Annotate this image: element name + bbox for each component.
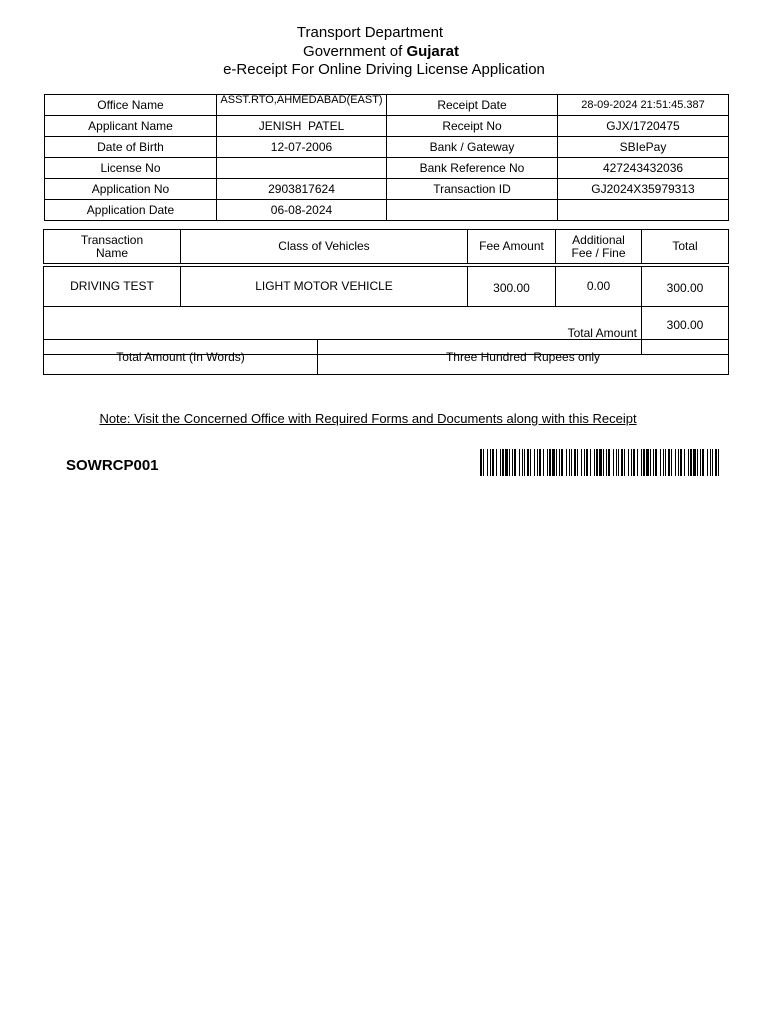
barcode-bar: [718, 449, 719, 476]
transaction-id-value: GJ2024X35979313: [558, 179, 729, 200]
barcode-bar: [534, 449, 535, 476]
bank-ref-value: 427243432036: [558, 158, 729, 179]
amount-in-words-label: Total Amount (In Words): [44, 340, 318, 375]
barcode-bar: [628, 449, 629, 476]
row-fee-amount: 300.00: [468, 267, 556, 307]
barcode-bar: [547, 449, 548, 476]
barcode-bar: [590, 449, 591, 476]
barcode-bar: [680, 449, 682, 476]
barcode-bar: [643, 449, 645, 476]
barcode-bar: [688, 449, 689, 476]
application-no-value: 2903817624: [217, 179, 387, 200]
barcode-bar: [530, 449, 531, 476]
barcode-bar: [522, 449, 523, 476]
receipt-date-value: 28-09-2024 21:51:45.387: [558, 95, 729, 116]
header-fee-amount: Fee Amount: [468, 230, 556, 264]
barcode-bar: [707, 449, 708, 476]
barcode-bar: [566, 449, 567, 476]
barcode-bar: [505, 449, 508, 476]
barcode-bar: [480, 449, 482, 476]
table-row: [44, 267, 729, 307]
total-amount-label: Total Amount: [44, 307, 642, 355]
application-date-label: Application Date: [45, 200, 217, 221]
barcode-bar: [712, 449, 713, 476]
barcode-bar: [653, 449, 654, 476]
barcode-bar: [524, 449, 525, 476]
barcode-bar: [675, 449, 676, 476]
table-row: [45, 158, 729, 179]
dob-value: 12-07-2006: [217, 137, 387, 158]
department-heading: Transport Department: [296, 24, 444, 41]
barcode-bar: [537, 449, 538, 476]
barcode-bar: [608, 449, 610, 476]
barcode-bar: [586, 449, 588, 476]
barcode-bar: [539, 449, 541, 476]
state-name: Gujarat: [406, 43, 459, 60]
barcode-bar: [552, 449, 555, 476]
table-row: [45, 95, 729, 116]
receipt-code: SOWRCP001: [66, 457, 159, 474]
barcode-bar: [527, 449, 529, 476]
amount-in-words-value: Three Hundred Rupees only: [318, 340, 729, 375]
application-date-value: 06-08-2024: [217, 200, 387, 221]
applicant-name-value: JENISH PATEL: [217, 116, 387, 137]
bank-ref-label: Bank Reference No: [387, 158, 558, 179]
barcode-bar: [665, 449, 666, 476]
barcode-bar: [556, 449, 557, 476]
barcode-bar: [684, 449, 685, 476]
barcode-bar: [596, 449, 598, 476]
barcode-bar: [616, 449, 617, 476]
barcode-bar: [549, 449, 551, 476]
barcode-bar: [633, 449, 635, 476]
table-row: [45, 116, 729, 137]
office-name-label: Office Name: [45, 95, 217, 116]
government-prefix: Government of: [303, 43, 403, 60]
barcode-bar: [496, 449, 497, 476]
barcode-bar: [569, 449, 570, 476]
header-additional-fee: Additional Fee / Fine: [556, 230, 642, 264]
amount-in-words-table: [43, 339, 729, 375]
table-row: [45, 179, 729, 200]
bank-gateway-label: Bank / Gateway: [387, 137, 558, 158]
total-amount-value: 300.00: [642, 307, 729, 355]
barcode-bar: [483, 449, 484, 476]
dob-label: Date of Birth: [45, 137, 217, 158]
barcode-bar: [519, 449, 520, 476]
barcode-bar: [584, 449, 585, 476]
barcode-bar: [646, 449, 649, 476]
office-name-value: ASST.RTO,AHMEDABAD(EAST): [217, 95, 387, 116]
barcode-bar: [693, 449, 696, 476]
header-transaction-name: Transaction Name: [44, 230, 181, 264]
barcode-bar: [514, 449, 516, 476]
barcode-bar: [618, 449, 619, 476]
barcode-bar: [500, 449, 501, 476]
barcode-bar: [561, 449, 563, 476]
table-row: [44, 340, 729, 375]
barcode-bar: [678, 449, 679, 476]
barcode-bar: [559, 449, 560, 476]
barcode-bar: [599, 449, 602, 476]
barcode-bar: [637, 449, 638, 476]
barcode-bar: [577, 449, 578, 476]
barcode-bar: [671, 449, 672, 476]
bank-gateway-value: SBIePay: [558, 137, 729, 158]
barcode: [480, 449, 720, 476]
row-class-of-vehicles: LIGHT MOTOR VEHICLE: [181, 267, 468, 307]
applicant-name-label: Applicant Name: [45, 116, 217, 137]
row-total: 300.00: [642, 267, 729, 307]
receipt-title: e-Receipt For Online Driving License Application: [223, 61, 545, 78]
barcode-bar: [487, 449, 488, 476]
barcode-bar: [660, 449, 661, 476]
barcode-bar: [690, 449, 692, 476]
barcode-bar: [650, 449, 651, 476]
barcode-bar: [655, 449, 657, 476]
barcode-bar: [574, 449, 576, 476]
empty-cell: [387, 200, 558, 221]
barcode-bar: [543, 449, 544, 476]
barcode-bar: [702, 449, 704, 476]
application-no-label: Application No: [45, 179, 217, 200]
barcode-bar: [710, 449, 711, 476]
barcode-bar: [594, 449, 595, 476]
row-transaction-name: DRIVING TEST: [44, 267, 181, 307]
barcode-bar: [509, 449, 510, 476]
header-class-of-vehicles: Class of Vehicles: [181, 230, 468, 264]
barcode-bar: [502, 449, 504, 476]
barcode-bar: [492, 449, 494, 476]
license-no-label: License No: [45, 158, 217, 179]
empty-cell: [558, 200, 729, 221]
barcode-bar: [663, 449, 664, 476]
barcode-bar: [668, 449, 670, 476]
barcode-bar: [631, 449, 632, 476]
barcode-bar: [490, 449, 491, 476]
transaction-id-label: Transaction ID: [387, 179, 558, 200]
fee-table-header: [43, 229, 729, 264]
header-total: Total: [642, 230, 729, 264]
table-row: [44, 230, 729, 264]
barcode-bar: [624, 449, 625, 476]
barcode-bar: [606, 449, 607, 476]
license-no-value: [217, 158, 387, 179]
barcode-bar: [571, 449, 572, 476]
barcode-bar: [512, 449, 513, 476]
barcode-bar: [621, 449, 623, 476]
barcode-bar: [581, 449, 582, 476]
table-row: [45, 200, 729, 221]
receipt-note: Note: Visit the Concerned Office with Required Forms and Documents along with this Receipt: [99, 411, 637, 426]
applicant-info-table: [44, 94, 729, 221]
receipt-no-label: Receipt No: [387, 116, 558, 137]
row-additional-fee: 0.00: [556, 267, 642, 307]
barcode-bar: [697, 449, 698, 476]
barcode-bar: [603, 449, 604, 476]
receipt-date-label: Receipt Date: [387, 95, 558, 116]
barcode-bar: [700, 449, 701, 476]
barcode-bar: [715, 449, 717, 476]
barcode-bar: [613, 449, 614, 476]
barcode-bar: [641, 449, 642, 476]
receipt-no-value: GJX/1720475: [558, 116, 729, 137]
table-row: [45, 137, 729, 158]
government-heading: [0, 43, 765, 61]
